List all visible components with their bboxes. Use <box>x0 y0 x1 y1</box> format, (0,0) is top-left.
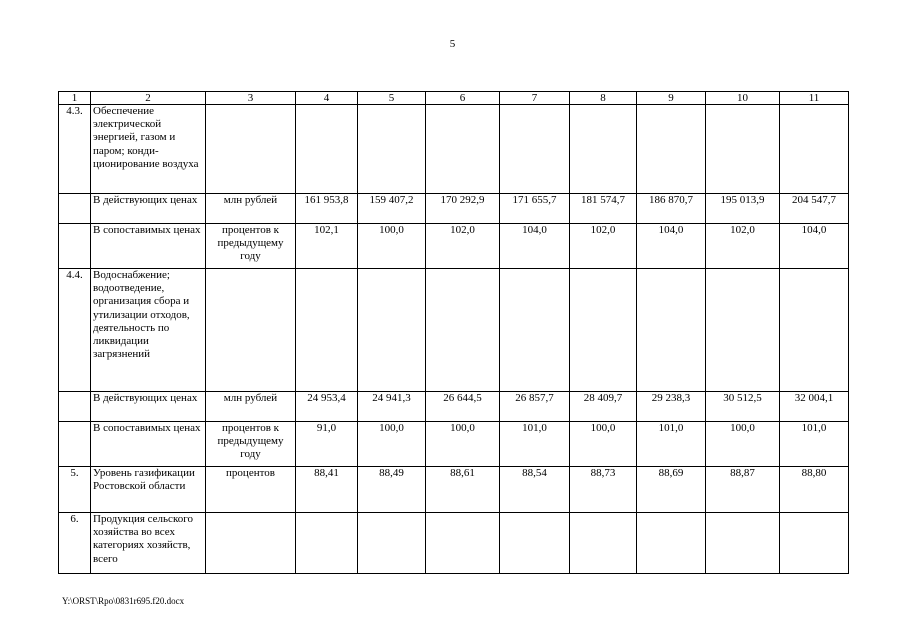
year-value: 181 574,7 <box>570 194 637 224</box>
year-value: 29 238,3 <box>637 392 706 422</box>
year-value: 88,69 <box>637 467 706 513</box>
unit-of-measure <box>206 105 296 194</box>
year-value: 24 953,4 <box>296 392 358 422</box>
year-value <box>637 513 706 574</box>
year-value: 102,0 <box>426 224 500 269</box>
row-number: 5. <box>59 467 91 513</box>
unit-of-measure: млн рублей <box>206 392 296 422</box>
column-number: 10 <box>706 92 780 105</box>
table-row <box>59 105 849 194</box>
year-value: 100,0 <box>570 422 637 467</box>
year-value <box>426 105 500 194</box>
year-value <box>296 269 358 392</box>
row-number <box>59 224 91 269</box>
year-value <box>570 105 637 194</box>
unit-of-measure: млн рублей <box>206 194 296 224</box>
indicator-name: В действующих ценах <box>91 194 206 224</box>
year-value <box>780 269 849 392</box>
indicator-name: Уровень газификации Ростовской области <box>91 467 206 513</box>
column-number: 8 <box>570 92 637 105</box>
year-value <box>706 105 780 194</box>
year-value <box>780 105 849 194</box>
year-value: 88,73 <box>570 467 637 513</box>
year-value: 32 004,1 <box>780 392 849 422</box>
unit-of-measure: процентов <box>206 467 296 513</box>
year-value: 104,0 <box>500 224 570 269</box>
year-value: 170 292,9 <box>426 194 500 224</box>
year-value <box>426 513 500 574</box>
year-value: 102,0 <box>706 224 780 269</box>
year-value: 204 547,7 <box>780 194 849 224</box>
year-value: 101,0 <box>500 422 570 467</box>
unit-of-measure <box>206 513 296 574</box>
year-value: 171 655,7 <box>500 194 570 224</box>
year-value: 186 870,7 <box>637 194 706 224</box>
year-value <box>426 269 500 392</box>
unit-of-measure: процентов к предыдущему году <box>206 422 296 467</box>
year-value: 26 857,7 <box>500 392 570 422</box>
file-path-footer: Y:\ORST\Rpo\0831r695.f20.docx <box>62 596 185 606</box>
year-value: 91,0 <box>296 422 358 467</box>
table-row <box>59 269 849 392</box>
row-number <box>59 422 91 467</box>
column-number: 3 <box>206 92 296 105</box>
data-table <box>58 91 849 574</box>
year-value <box>637 105 706 194</box>
year-value: 100,0 <box>706 422 780 467</box>
column-number-row <box>59 92 849 105</box>
page-number: 5 <box>449 38 456 50</box>
column-number: 7 <box>500 92 570 105</box>
indicator-name: Обеспечение электрической энергией, газом и паром; конди-ционирование воздуха <box>91 105 206 194</box>
year-value <box>637 269 706 392</box>
column-number: 5 <box>358 92 426 105</box>
year-value <box>570 513 637 574</box>
year-value: 104,0 <box>780 224 849 269</box>
year-value: 88,87 <box>706 467 780 513</box>
unit-of-measure: процентов к предыдущему году <box>206 224 296 269</box>
indicator-name: Водоснабжение; водоотведение, организация сбора и утилизации отходов, деятельность по ликвидации загрязнений <box>91 269 206 392</box>
indicator-name: В действующих ценах <box>91 392 206 422</box>
year-value: 101,0 <box>637 422 706 467</box>
year-value <box>296 105 358 194</box>
column-number: 1 <box>59 92 91 105</box>
year-value: 101,0 <box>780 422 849 467</box>
year-value: 100,0 <box>358 422 426 467</box>
year-value <box>500 269 570 392</box>
year-value: 28 409,7 <box>570 392 637 422</box>
row-number <box>59 392 91 422</box>
indicator-name: В сопоставимых ценах <box>91 422 206 467</box>
year-value: 102,0 <box>570 224 637 269</box>
column-number: 6 <box>426 92 500 105</box>
year-value: 104,0 <box>637 224 706 269</box>
year-value <box>358 513 426 574</box>
year-value: 102,1 <box>296 224 358 269</box>
year-value <box>570 269 637 392</box>
year-value: 88,61 <box>426 467 500 513</box>
indicator-name: В сопоставимых ценах <box>91 224 206 269</box>
unit-of-measure <box>206 269 296 392</box>
year-value: 24 941,3 <box>358 392 426 422</box>
year-value: 161 953,8 <box>296 194 358 224</box>
year-value: 88,54 <box>500 467 570 513</box>
column-number: 9 <box>637 92 706 105</box>
table-row <box>59 422 849 467</box>
year-value <box>358 269 426 392</box>
year-value <box>706 513 780 574</box>
column-number: 11 <box>780 92 849 105</box>
table-row <box>59 467 849 513</box>
table-row <box>59 513 849 574</box>
row-number: 4.3. <box>59 105 91 194</box>
year-value <box>500 513 570 574</box>
row-number <box>59 194 91 224</box>
indicator-name: Продукция сельского хозяйства во всех категориях хозяйств, всего <box>91 513 206 574</box>
year-value <box>358 105 426 194</box>
year-value: 30 512,5 <box>706 392 780 422</box>
table-row <box>59 224 849 269</box>
year-value <box>706 269 780 392</box>
table-row <box>59 194 849 224</box>
year-value: 88,80 <box>780 467 849 513</box>
year-value: 159 407,2 <box>358 194 426 224</box>
year-value: 88,49 <box>358 467 426 513</box>
year-value <box>500 105 570 194</box>
year-value: 100,0 <box>426 422 500 467</box>
column-number: 2 <box>91 92 206 105</box>
year-value <box>780 513 849 574</box>
column-number: 4 <box>296 92 358 105</box>
year-value <box>296 513 358 574</box>
row-number: 4.4. <box>59 269 91 392</box>
row-number: 6. <box>59 513 91 574</box>
table-row <box>59 392 849 422</box>
year-value: 100,0 <box>358 224 426 269</box>
year-value: 88,41 <box>296 467 358 513</box>
year-value: 195 013,9 <box>706 194 780 224</box>
year-value: 26 644,5 <box>426 392 500 422</box>
